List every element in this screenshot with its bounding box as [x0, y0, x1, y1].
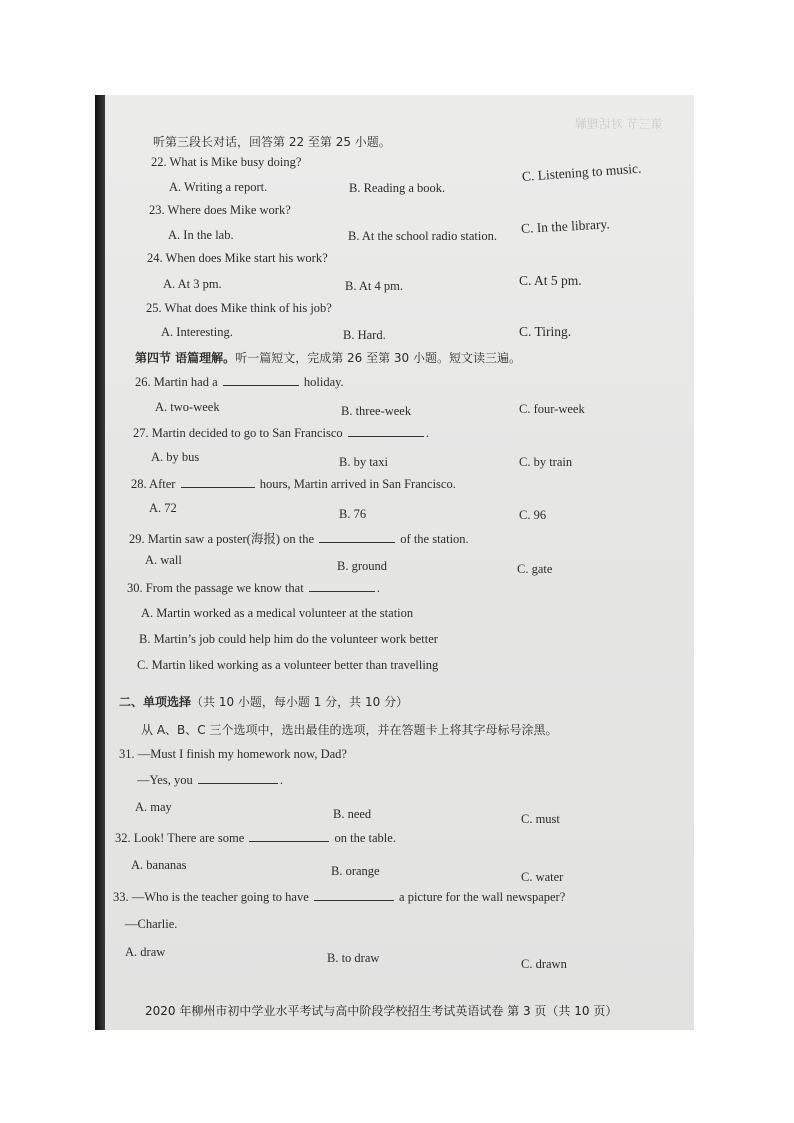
answer-blank [181, 477, 255, 488]
question-22-option-a: A. Writing a report. [169, 180, 268, 194]
part2-instruction: 从 A、B、C 三个选项中，选出最佳的选项，并在答题卡上将其字母标号涂黑。 [141, 723, 558, 737]
question-27-option-b: B. by taxi [339, 455, 388, 469]
question-24-stem: 24. When does Mike start his work? [147, 251, 328, 265]
photographed-page [95, 95, 694, 1030]
answer-blank [309, 581, 375, 592]
question-28-stem-post: hours, Martin arrived in San Francisco. [259, 477, 456, 491]
question-27-stem [133, 426, 429, 441]
answer-blank [249, 831, 329, 842]
answer-blank [319, 532, 395, 543]
question-29-option-c: C. gate [517, 562, 553, 576]
question-30-stem-pre: 30. From the passage we know that [127, 581, 304, 595]
question-26-stem-pre: 26. Martin had a [135, 375, 218, 389]
question-32-option-b: B. orange [331, 864, 380, 878]
instruction-q22-25: 听第三段长对话，回答第 22 至第 25 小题。 [153, 135, 391, 149]
question-30-stem [127, 581, 380, 596]
part2-heading [119, 693, 408, 710]
question-23-stem: 23. Where does Mike work? [149, 203, 291, 217]
question-27-option-a: A. by bus [151, 450, 200, 464]
question-28-option-a: A. 72 [149, 501, 177, 515]
question-28-option-b: B. 76 [339, 507, 367, 521]
question-33-reply: —Charlie. [125, 917, 178, 931]
question-28-stem [131, 477, 456, 492]
answer-blank [348, 426, 424, 437]
answer-blank [314, 890, 394, 901]
question-33-stem [113, 890, 565, 905]
question-26-option-a: A. two-week [155, 400, 220, 414]
question-26-option-b: B. three-week [341, 404, 412, 418]
bleed-through-header: 第三节 对话理解 [575, 117, 663, 131]
question-30-stem-post: . [376, 581, 380, 595]
question-30-option-a: A. Martin worked as a medical volunteer at the station [141, 606, 414, 620]
question-33-stem-post: a picture for the wall newspaper? [399, 890, 566, 904]
question-30-option-b: B. Martin’s job could help him do the volunteer work better [139, 632, 438, 646]
question-32-stem [115, 831, 396, 846]
question-24-option-b: B. At 4 pm. [345, 279, 403, 293]
question-24-option-c: C. At 5 pm. [519, 273, 582, 288]
question-24-option-a: A. At 3 pm. [163, 277, 222, 291]
question-25-option-c: C. Tiring. [519, 324, 572, 339]
section4-title: 第四节 语篇理解。 [135, 351, 236, 365]
question-30-option-c: C. Martin liked working as a volunteer better than travelling [137, 658, 439, 672]
question-27-stem-pre: 27. Martin decided to go to San Francisco [133, 426, 343, 440]
question-23-option-a: A. In the lab. [168, 228, 234, 242]
question-25-stem: 25. What does Mike think of his job? [146, 301, 332, 315]
answer-blank [198, 773, 278, 784]
question-25-option-b: B. Hard. [343, 328, 386, 342]
page-dark-edge [95, 95, 105, 1030]
question-31-option-b: B. need [333, 807, 372, 821]
question-31-option-a: A. may [135, 800, 172, 814]
section4-instruction: 听一篇短文，完成第 26 至第 30 小题。短文读三遍。 [235, 351, 521, 365]
question-27-option-c: C. by train [519, 455, 573, 469]
question-31-reply-post: . [279, 773, 283, 787]
question-26-stem-post: holiday. [303, 375, 344, 389]
question-29-stem-post: of the station. [400, 532, 469, 546]
section4-heading [135, 349, 521, 366]
question-31-reply-pre: —Yes, you [137, 773, 193, 787]
question-25-option-a: A. Interesting. [161, 325, 233, 339]
question-33-option-a: A. draw [125, 945, 166, 959]
question-33-option-b: B. to draw [327, 951, 380, 965]
question-32-option-c: C. water [521, 870, 564, 884]
part2-score: （共 10 小题，每小题 1 分，共 10 分） [191, 695, 409, 709]
question-22-stem: 22. What is Mike busy doing? [151, 155, 302, 169]
question-22-option-c: C. Listening to music. [521, 160, 642, 184]
answer-blank [223, 375, 299, 386]
question-33-stem-pre: 33. —Who is the teacher going to have [113, 890, 309, 904]
question-23-option-b: B. At the school radio station. [348, 229, 497, 243]
question-32-stem-post: on the table. [334, 831, 396, 845]
question-29-stem [129, 529, 469, 547]
exam-paper [105, 95, 694, 1030]
part2-title: 二、单项选择 [119, 695, 192, 709]
question-28-option-c: C. 96 [519, 508, 547, 522]
question-29-option-a: A. wall [145, 553, 182, 567]
question-29-option-b: B. ground [337, 559, 387, 573]
question-23-option-c: C. In the library. [520, 216, 610, 236]
question-28-stem-pre: 28. After [131, 477, 176, 491]
question-32-option-a: A. bananas [131, 858, 187, 872]
question-31-reply [137, 773, 283, 788]
question-31-option-c: C. must [521, 812, 560, 826]
page-footer: 2020 年柳州市初中学业水平考试与高中阶段学校招生考试英语试卷 第 3 页（共 10 页） [145, 1004, 618, 1018]
question-26-option-c: C. four-week [519, 402, 585, 416]
question-29-stem-pre: 29. Martin saw a poster(海报) on the [129, 532, 315, 546]
question-33-option-c: C. drawn [521, 957, 567, 971]
question-31-stem: 31. —Must I finish my homework now, Dad? [119, 747, 347, 761]
question-26-stem [135, 375, 344, 390]
question-32-stem-pre: 32. Look! There are some [115, 831, 245, 845]
question-27-stem-post: . [425, 426, 429, 440]
question-22-option-b: B. Reading a book. [349, 181, 446, 195]
